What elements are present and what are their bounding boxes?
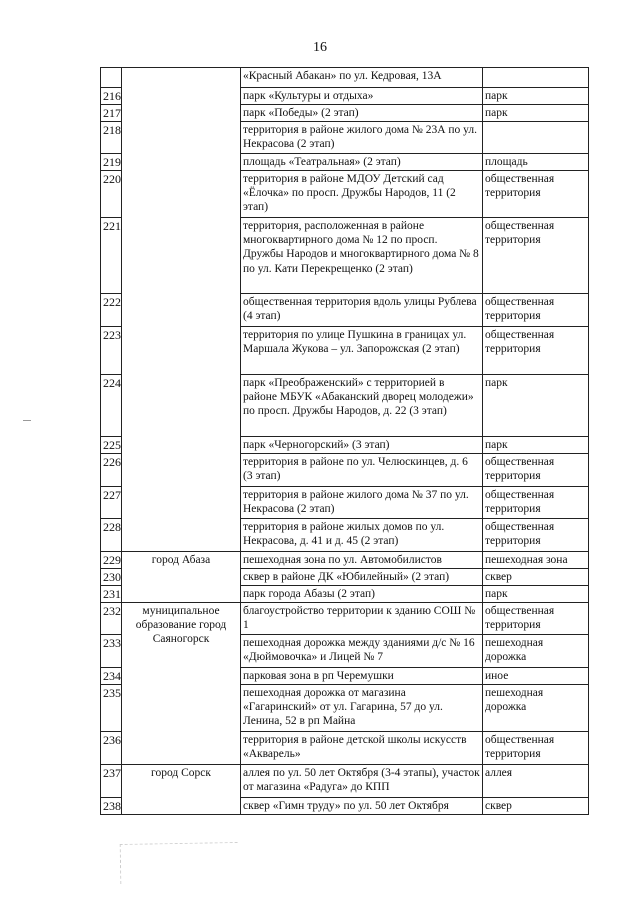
territory-type: общественная территория	[483, 732, 589, 765]
territory-name: «Красный Абакан» по ул. Кедровая, 13А	[241, 68, 483, 88]
territory-name: аллея по ул. 50 лет Октября (3-4 этапы), участок от магазина «Радуга» до КПП	[241, 765, 483, 798]
territory-name: парк «Культуры и отдыха»	[241, 88, 483, 105]
territory-type: пешеходная дорожка	[483, 635, 589, 668]
row-number	[101, 68, 122, 88]
approval-stamp: ​	[120, 842, 239, 884]
territory-type: общественная территория	[483, 218, 589, 294]
territory-type: общественная территория	[483, 519, 589, 552]
territory-type: общественная территория	[483, 327, 589, 375]
table-row	[101, 765, 589, 798]
territory-name: парковая зона в рп Черемушки	[241, 668, 483, 685]
territory-type: пешеходная зона	[483, 552, 589, 569]
territory-type	[483, 68, 589, 88]
territory-type: пешеходная дорожка	[483, 685, 589, 732]
territory-type: парк	[483, 88, 589, 105]
territory-name: парк города Абазы (2 этап)	[241, 586, 483, 603]
territory-type	[483, 122, 589, 154]
territory-type: парк	[483, 437, 589, 454]
row-number: 236	[101, 732, 122, 765]
territory-name: территория в районе детской школы искусств «Акварель»	[241, 732, 483, 765]
municipality-cell	[122, 68, 241, 552]
municipality-cell: город Абаза	[122, 552, 241, 603]
territory-type: общественная территория	[483, 603, 589, 635]
territory-name: территория в районе жилых домов по ул. Некрасова, д. 41 и д. 45 (2 этап)	[241, 519, 483, 552]
territory-name: территория по улице Пушкина в границах ул. Маршала Жукова – ул. Запорожская (2 этап)	[241, 327, 483, 375]
registry-table	[100, 67, 589, 815]
territory-type: общественная территория	[483, 171, 589, 218]
row-number: 238	[101, 798, 122, 815]
territory-name: территория в районе по ул. Челюскинцев, д. 6 (3 этап)	[241, 454, 483, 487]
municipality-cell: муниципальное образование город Саяногорск	[122, 603, 241, 765]
territory-name: территория в районе жилого дома № 23А по ул. Некрасова (2 этап)	[241, 122, 483, 154]
margin-mark	[23, 420, 31, 421]
table-row	[101, 68, 589, 88]
territory-name: парк «Черногорский» (3 этап)	[241, 437, 483, 454]
row-number: 226	[101, 454, 122, 487]
row-number: 235	[101, 685, 122, 732]
row-number: 224	[101, 375, 122, 437]
row-number: 225	[101, 437, 122, 454]
territory-type: сквер	[483, 569, 589, 586]
territory-name: территория в районе МДОУ Детский сад «Ёлочка» по просп. Дружбы Народов, 11 (2 этап)	[241, 171, 483, 218]
territory-name: парк «Победы» (2 этап)	[241, 105, 483, 122]
row-number: 237	[101, 765, 122, 798]
row-number: 223	[101, 327, 122, 375]
row-number: 234	[101, 668, 122, 685]
territory-name: территория, расположенная в районе многоквартирного дома № 12 по просп. Дружбы Народов и многоквартирного дома № 8 по ул. Кати Перекрещенко (2 этап)	[241, 218, 483, 294]
row-number: 216	[101, 88, 122, 105]
territory-type: общественная территория	[483, 294, 589, 327]
territory-type: парк	[483, 105, 589, 122]
territory-type: общественная территория	[483, 487, 589, 519]
page-number: 16	[313, 40, 327, 55]
territory-name: сквер в районе ДК «Юбилейный» (2 этап)	[241, 569, 483, 586]
table-row	[101, 552, 589, 569]
territory-type: сквер	[483, 798, 589, 815]
territory-type: парк	[483, 375, 589, 437]
municipality-cell: город Сорск	[122, 765, 241, 815]
row-number: 228	[101, 519, 122, 552]
row-number: 230	[101, 569, 122, 586]
row-number: 219	[101, 154, 122, 171]
territory-name: общественная территория вдоль улицы Рублева (4 этап)	[241, 294, 483, 327]
row-number: 220	[101, 171, 122, 218]
territory-name: парк «Преображенский» с территорией в районе МБУК «Абаканский дворец молодежи» по просп. Дружбы Народов, д. 22 (3 этап)	[241, 375, 483, 437]
row-number: 229	[101, 552, 122, 569]
row-number: 232	[101, 603, 122, 635]
row-number: 218	[101, 122, 122, 154]
territory-name: сквер «Гимн труду» по ул. 50 лет Октября	[241, 798, 483, 815]
territory-name: пешеходная дорожка между зданиями д/с № 16 «Дюймовочка» и Лицей № 7	[241, 635, 483, 668]
row-number: 221	[101, 218, 122, 294]
territory-type: площадь	[483, 154, 589, 171]
territory-name: благоустройство территории к зданию СОШ № 1	[241, 603, 483, 635]
territory-name: территория в районе жилого дома № 37 по ул. Некрасова (2 этап)	[241, 487, 483, 519]
row-number: 217	[101, 105, 122, 122]
territory-type: общественная территория	[483, 454, 589, 487]
territory-type: аллея	[483, 765, 589, 798]
row-number: 222	[101, 294, 122, 327]
territory-type: иное	[483, 668, 589, 685]
territory-name: пешеходная дорожка от магазина «Гагаринский» от ул. Гагарина, 57 до ул. Ленина, 52 в рп Майна	[241, 685, 483, 732]
territory-type: парк	[483, 586, 589, 603]
table-row	[101, 603, 589, 635]
row-number: 231	[101, 586, 122, 603]
row-number: 227	[101, 487, 122, 519]
territory-name: пешеходная зона по ул. Автомобилистов	[241, 552, 483, 569]
row-number: 233	[101, 635, 122, 668]
territory-name: площадь «Театральная» (2 этап)	[241, 154, 483, 171]
